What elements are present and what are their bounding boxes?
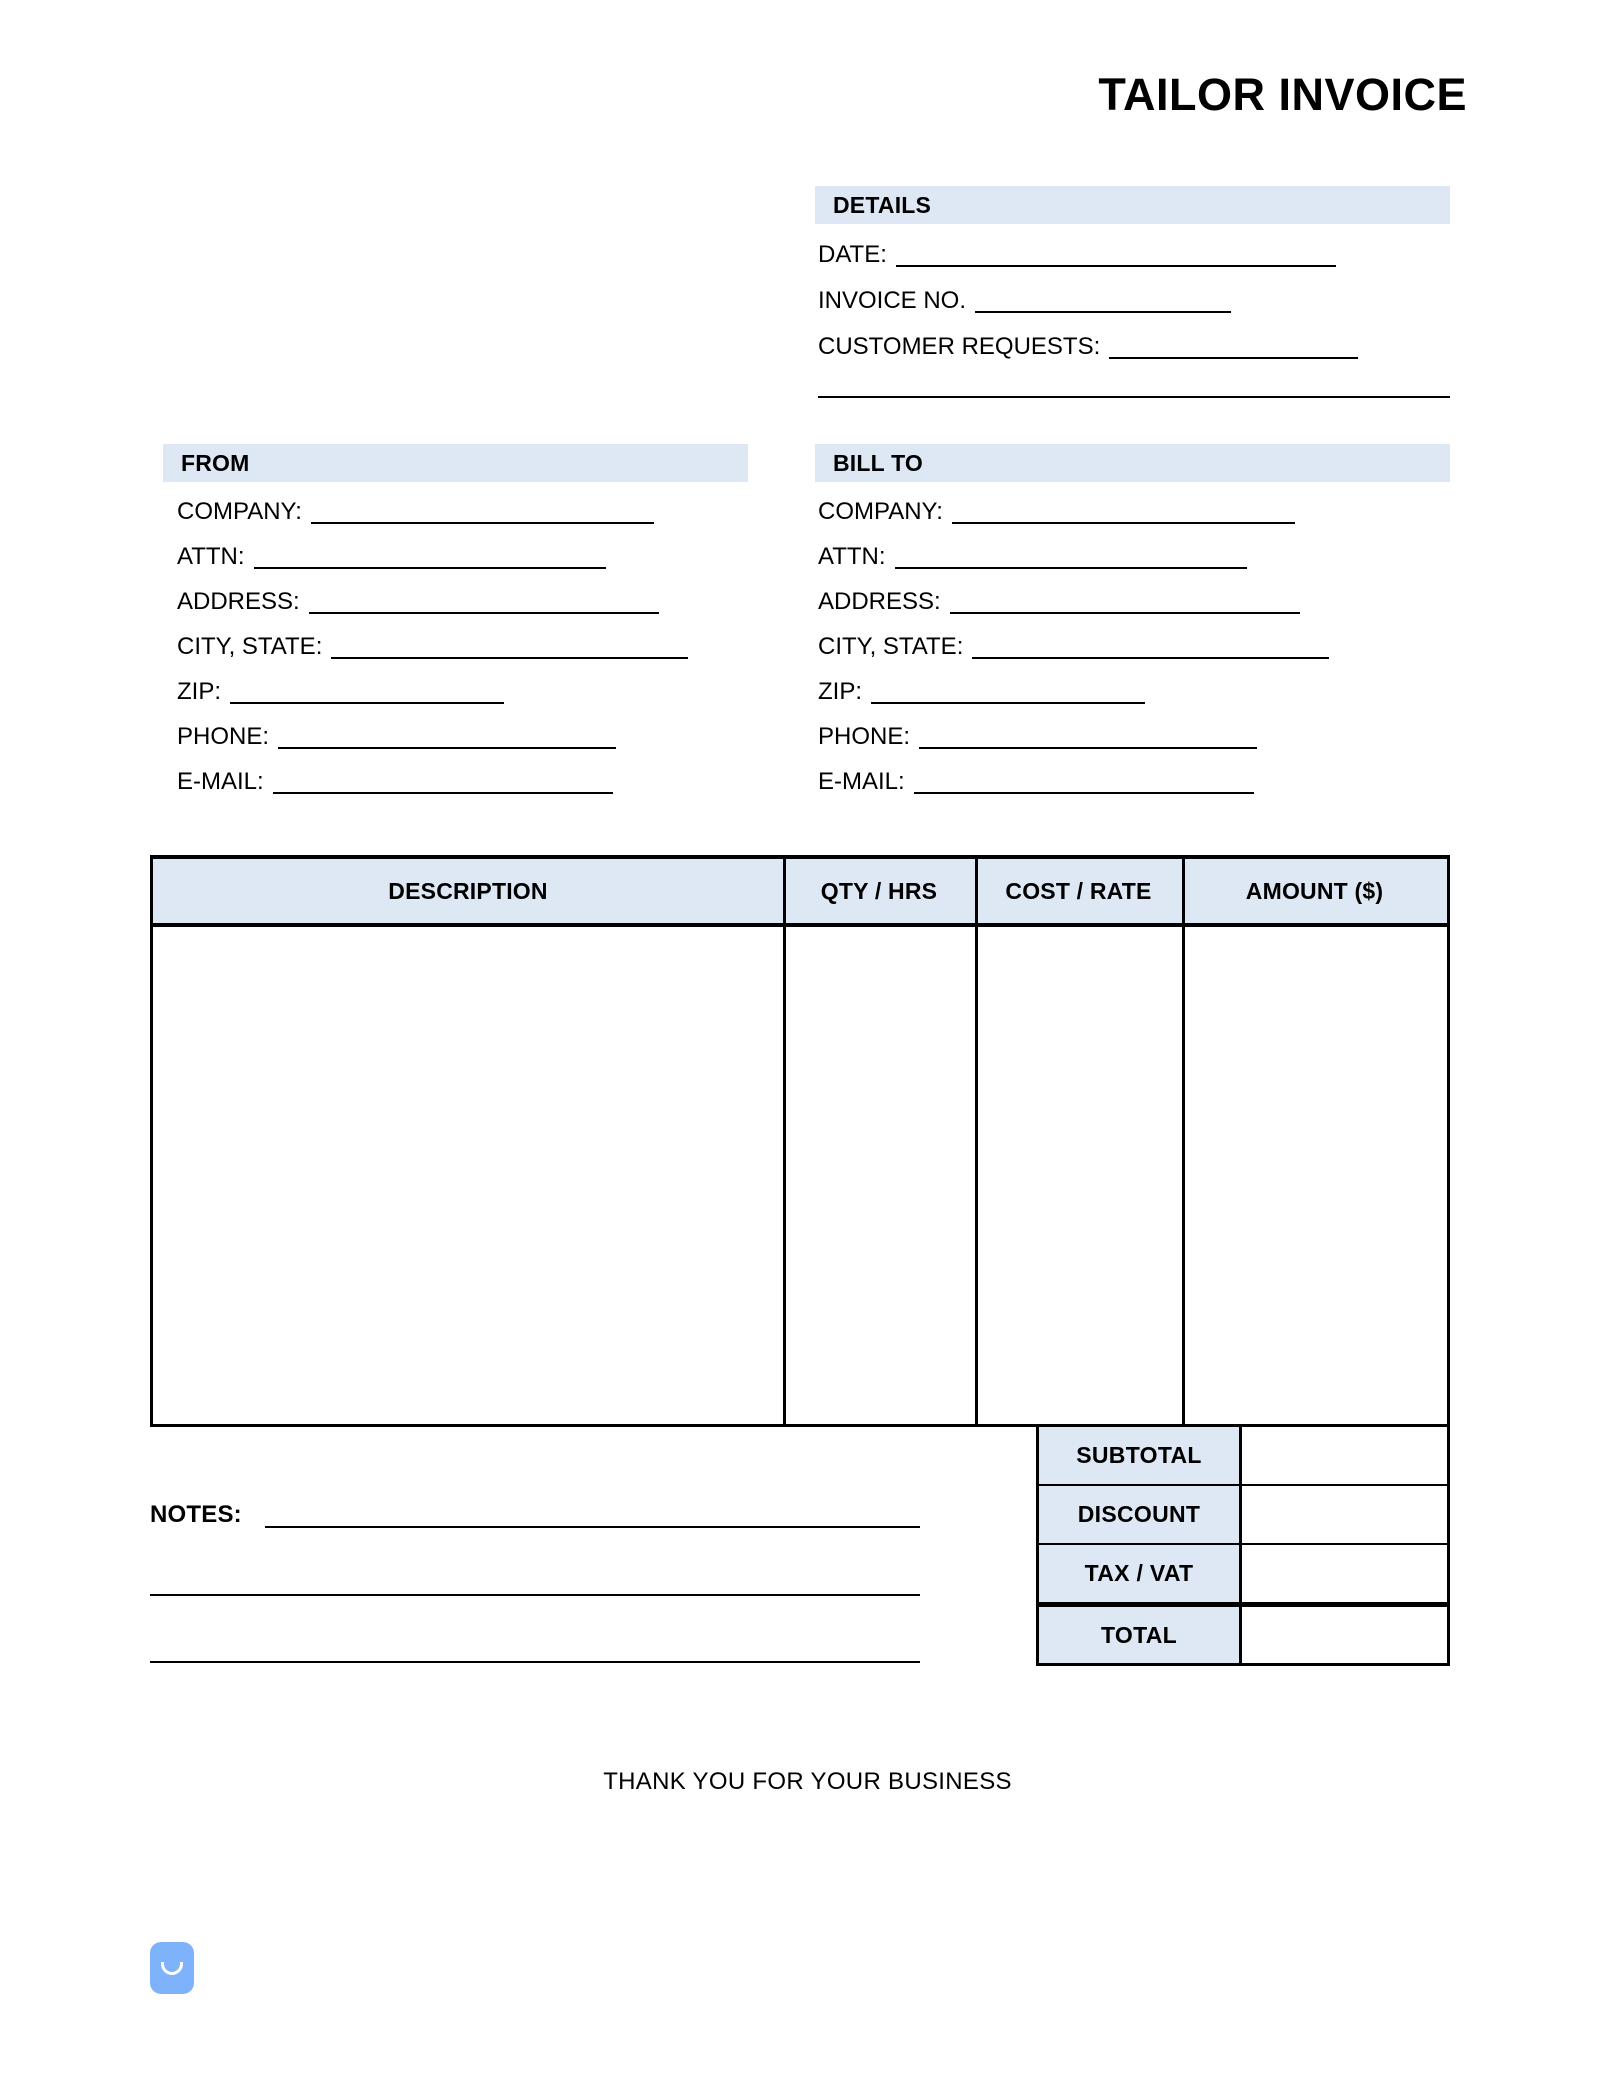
totals-value-tax-vat[interactable] — [1242, 1545, 1447, 1602]
bill-to-field-phone-label: PHONE: — [818, 723, 911, 750]
totals-label-subtotal: SUBTOTAL — [1039, 1427, 1242, 1484]
line-items-amount-body[interactable] — [1185, 927, 1447, 1425]
notes-label: NOTES: — [150, 1501, 242, 1528]
notes-input-line-2[interactable] — [150, 1594, 920, 1596]
bill-to-field-company-input[interactable] — [952, 504, 1295, 524]
bill-to-field-phone[interactable] — [818, 725, 1257, 749]
notes-input-line-3[interactable] — [150, 1661, 920, 1663]
bill-to-field-address-label: ADDRESS: — [818, 588, 941, 615]
bill-to-field-email[interactable] — [818, 770, 1254, 794]
totals-label-tax-vat: TAX / VAT — [1039, 1545, 1242, 1602]
bill-to-field-city-state[interactable] — [818, 635, 1329, 659]
from-field-company-label: COMPANY: — [177, 498, 302, 525]
totals-value-discount[interactable] — [1242, 1486, 1447, 1543]
from-field-email[interactable] — [177, 770, 613, 794]
from-field-city-state-label: CITY, STATE: — [177, 633, 323, 660]
bill-to-field-zip[interactable] — [818, 680, 1145, 704]
from-field-zip-label: ZIP: — [177, 678, 222, 705]
totals-row-subtotal — [1039, 1427, 1447, 1486]
smile-icon — [161, 1962, 183, 1975]
from-field-zip[interactable] — [177, 680, 504, 704]
bill-to-field-zip-input[interactable] — [871, 684, 1145, 704]
page-title: TAILOR INVOICE — [1098, 69, 1467, 120]
details-field-invoice-no[interactable] — [818, 289, 1231, 313]
bill-to-section-header — [815, 444, 1450, 482]
bill-to-field-address-input[interactable] — [950, 594, 1300, 614]
bill-to-field-address[interactable] — [818, 590, 1300, 614]
totals-block — [1036, 1427, 1450, 1666]
brand-logo-icon — [150, 1942, 194, 1994]
details-field-date-input[interactable] — [896, 247, 1336, 267]
bill-to-field-attn[interactable] — [818, 545, 1247, 569]
line-items-qty-body[interactable] — [786, 927, 975, 1425]
from-section-header — [163, 444, 748, 482]
from-field-company[interactable] — [177, 500, 654, 524]
totals-row-total — [1039, 1604, 1447, 1663]
line-items-description-body[interactable] — [153, 927, 783, 1425]
bill-to-field-city-state-label: CITY, STATE: — [818, 633, 964, 660]
totals-label-discount: DISCOUNT — [1039, 1486, 1242, 1543]
details-field-invoice-no-label: INVOICE NO. — [818, 287, 967, 314]
column-header-cost-rate: COST / RATE — [1005, 877, 1152, 904]
line-items-table-header-row — [153, 859, 1447, 927]
details-field-date[interactable] — [818, 243, 1336, 267]
totals-value-total[interactable] — [1242, 1607, 1447, 1663]
bill-to-field-email-input[interactable] — [914, 774, 1254, 794]
from-field-phone-label: PHONE: — [177, 723, 270, 750]
from-field-attn-label: ATTN: — [177, 543, 245, 570]
details-heading-label: DETAILS — [833, 191, 932, 218]
from-field-phone-input[interactable] — [278, 729, 616, 749]
thank-you-note: THANK YOU FOR YOUR BUSINESS — [603, 1768, 1012, 1795]
totals-label-total: TOTAL — [1039, 1607, 1242, 1663]
from-field-address[interactable] — [177, 590, 659, 614]
details-field-customer-requests-input[interactable] — [1109, 339, 1358, 359]
details-field-customer-requests-input-line2[interactable] — [818, 396, 1450, 398]
details-field-customer-requests-label: CUSTOMER REQUESTS: — [818, 333, 1101, 360]
details-field-date-label: DATE: — [818, 241, 887, 268]
details-field-customer-requests[interactable] — [818, 335, 1358, 359]
from-field-company-input[interactable] — [311, 504, 654, 524]
from-field-zip-input[interactable] — [230, 684, 504, 704]
bill-to-field-company[interactable] — [818, 500, 1295, 524]
from-field-attn[interactable] — [177, 545, 606, 569]
details-field-invoice-no-input[interactable] — [975, 293, 1231, 313]
bill-to-field-phone-input[interactable] — [919, 729, 1257, 749]
from-field-address-label: ADDRESS: — [177, 588, 300, 615]
from-field-email-input[interactable] — [273, 774, 613, 794]
totals-row-tax-vat — [1039, 1545, 1447, 1604]
column-header-qty-hrs: QTY / HRS — [820, 877, 938, 904]
column-header-amount: AMOUNT ($) — [1245, 877, 1384, 904]
bill-to-field-email-label: E-MAIL: — [818, 768, 905, 795]
bill-to-heading-label: BILL TO — [833, 449, 923, 476]
from-field-attn-input[interactable] — [254, 549, 606, 569]
notes-input-line-1[interactable] — [265, 1526, 920, 1528]
column-header-description: DESCRIPTION — [388, 877, 548, 904]
from-field-address-input[interactable] — [309, 594, 659, 614]
from-field-email-label: E-MAIL: — [177, 768, 264, 795]
bill-to-field-company-label: COMPANY: — [818, 498, 943, 525]
totals-row-discount — [1039, 1486, 1447, 1545]
from-field-phone[interactable] — [177, 725, 616, 749]
bill-to-field-city-state-input[interactable] — [972, 639, 1329, 659]
bill-to-field-zip-label: ZIP: — [818, 678, 863, 705]
bill-to-field-attn-label: ATTN: — [818, 543, 886, 570]
bill-to-field-attn-input[interactable] — [895, 549, 1247, 569]
from-field-city-state-input[interactable] — [331, 639, 688, 659]
totals-value-subtotal[interactable] — [1242, 1427, 1447, 1484]
from-field-city-state[interactable] — [177, 635, 688, 659]
line-items-cost-body[interactable] — [978, 927, 1182, 1425]
line-items-table — [150, 855, 1450, 1427]
details-section-header — [815, 186, 1450, 224]
from-heading-label: FROM — [181, 449, 250, 476]
